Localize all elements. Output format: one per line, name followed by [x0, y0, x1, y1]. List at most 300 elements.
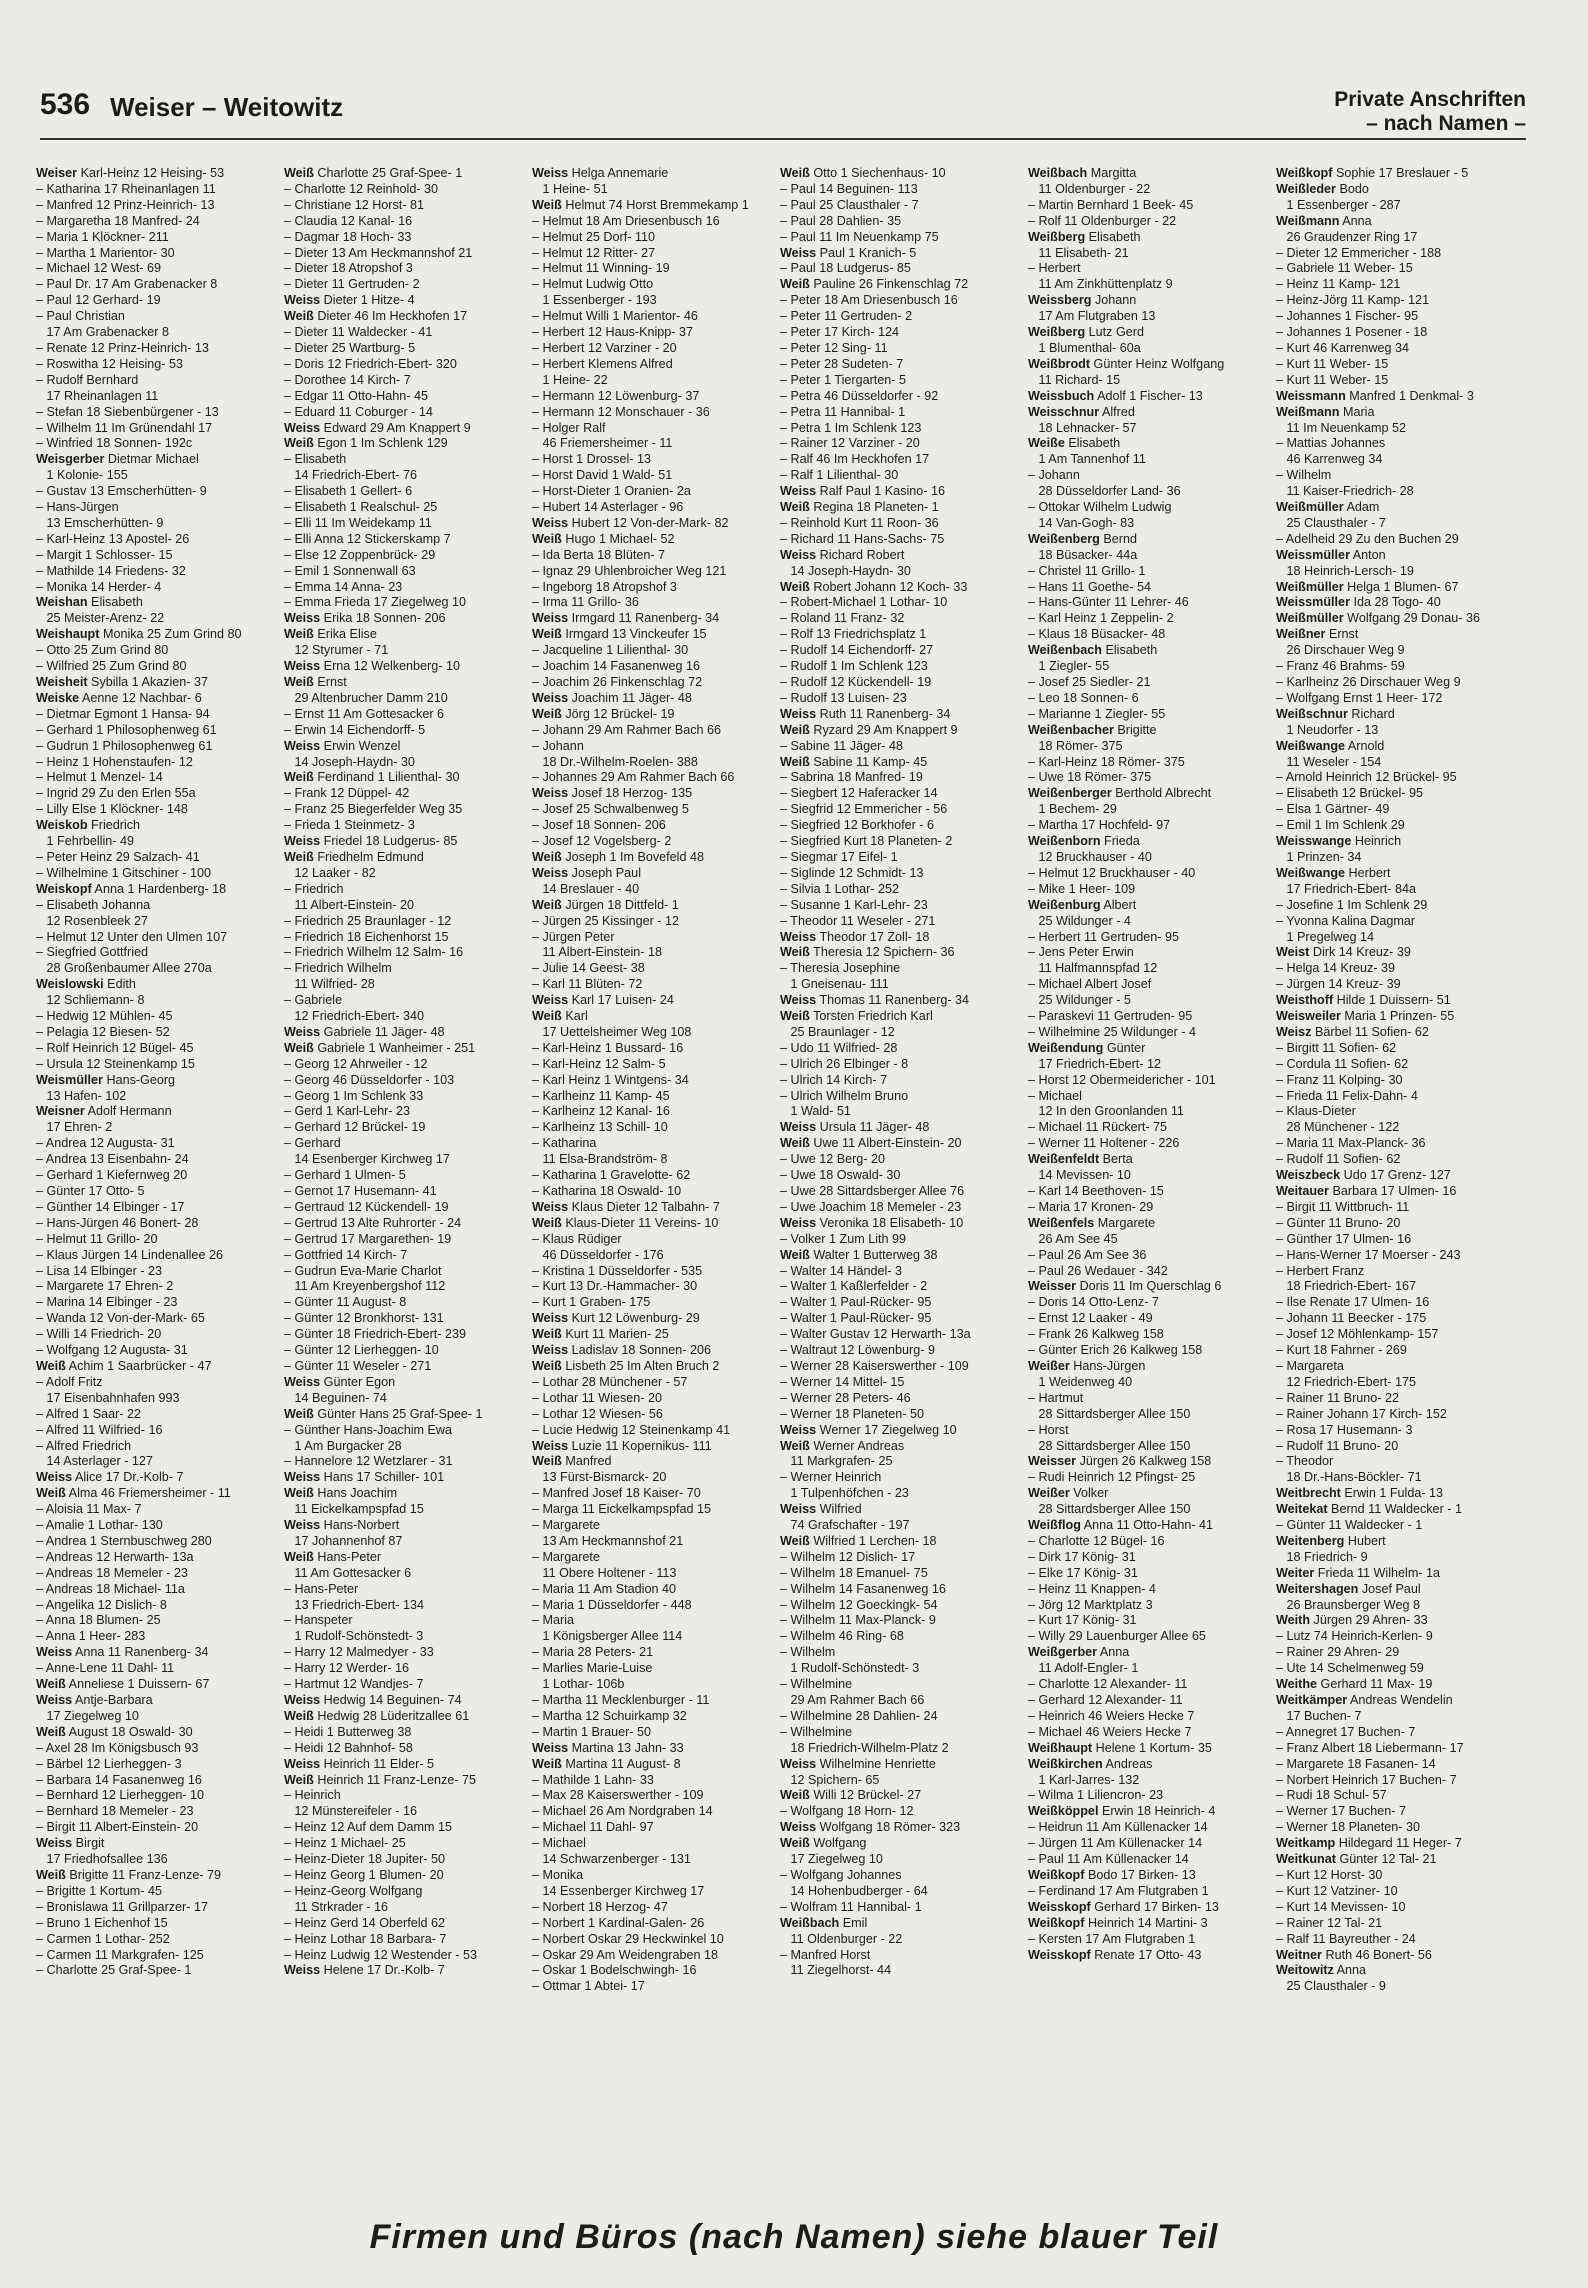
directory-entry: – Paul 26 Wedauer - 342 [1028, 1263, 1168, 1278]
directory-entry: – Theodor 11 Weseler - 271 [780, 913, 936, 928]
directory-entry: Weiss Hedwig 14 Beguinen- 74 [284, 1693, 462, 1707]
directory-entry: – Horst David 1 Wald- 51 [532, 468, 673, 483]
directory-entry: Weiß Helmut 74 Horst Bremmekamp 1 [532, 197, 749, 212]
directory-entry: 11 Eickelkampspfad 15 [284, 1502, 424, 1517]
directory-entry: – Christiane 12 Horst- 81 [284, 197, 424, 212]
directory-entry: Weißmann Maria [1276, 404, 1375, 419]
directory-entry: 11 Oldenburger - 22 [780, 1931, 903, 1946]
directory-entry: – Silvia 1 Lothar- 252 [780, 881, 900, 896]
directory-entry: Weisthoff Hilde 1 Duissern- 51 [1276, 993, 1451, 1008]
directory-entry: – Horst 1 Drossel- 13 [532, 452, 651, 467]
directory-entry: – Holger Ralf [532, 420, 606, 435]
directory-entry: Weissberg Johann [1028, 293, 1137, 308]
directory-entry: 13 Hafen- 102 [36, 1088, 127, 1103]
directory-entry: – Adelheid 29 Zu den Buchen 29 [1276, 531, 1459, 546]
directory-entry: Weiss Joseph Paul [532, 865, 641, 880]
directory-entry: Weiss Joachim 11 Jäger- 48 [532, 690, 692, 705]
directory-entry: Weisgerber Dietmar Michael [36, 452, 199, 467]
directory-entry: – Rainer 11 Bruno- 22 [1276, 1390, 1399, 1405]
directory-entry: 1 Wald- 51 [780, 1104, 851, 1119]
directory-entry: – Marlies Marie-Luise [532, 1661, 653, 1676]
directory-entry: – Hartmut 12 Wandjes- 7 [284, 1677, 424, 1692]
directory-entry: Weiss Theodor 17 Zoll- 18 [780, 929, 930, 944]
directory-entry: – Otto 25 Zum Grind 80 [36, 643, 169, 658]
directory-entry: – Uwe 12 Berg- 20 [780, 1152, 886, 1167]
directory-entry: – Dieter 12 Emmericher - 188 [1276, 245, 1442, 260]
directory-entry: – Gertrud 17 Margarethen- 19 [284, 1231, 452, 1246]
directory-entry: 18 Dr.-Hans-Böckler- 71 [1276, 1470, 1422, 1485]
directory-entry: – Jürgen 11 Am Küllenacker 14 [1028, 1836, 1203, 1851]
directory-entry: Weiser Karl-Heinz 12 Heising- 53 [36, 166, 225, 180]
directory-entry: – Paul 12 Gerhard- 19 [36, 293, 161, 308]
directory-entry: Weiss Alice 17 Dr.-Kolb- 7 [36, 1470, 184, 1485]
directory-entry: Weiss Ladislav 18 Sonnen- 206 [532, 1343, 712, 1358]
directory-entry: 11 Obere Holtener - 113 [532, 1565, 677, 1580]
directory-entry: Weiß Torsten Friedrich Karl [780, 1009, 933, 1024]
directory-entry: 17 Eisenbahnhafen 993 [36, 1390, 180, 1405]
directory-entry: 11 Albert-Einstein- 18 [532, 945, 662, 960]
directory-entry: 46 Düsseldorfer - 176 [532, 1247, 664, 1262]
directory-entry: – Norbert Heinrich 17 Buchen- 7 [1276, 1772, 1457, 1787]
directory-entry: – Helmut 11 Winning- 19 [532, 261, 670, 276]
directory-entry: – Winfried 18 Sonnen- 192c [36, 436, 193, 451]
directory-entry: 28 Großenbaumer Allee 270a [36, 961, 212, 976]
directory-entry: – Wilhelm 14 Fasanenweg 16 [780, 1581, 946, 1596]
directory-entry: – Rudolf 12 Kückendell- 19 [780, 675, 932, 689]
section-label-line2: – nach Namen – [1366, 112, 1526, 135]
directory-entry: – Wilhelmine 28 Dahlien- 24 [780, 1708, 938, 1723]
directory-entry: – Günther 17 Ulmen- 16 [1276, 1231, 1412, 1246]
directory-entry: – Kurt 12 Vatziner- 10 [1276, 1883, 1398, 1898]
directory-entry: – Dagmar 18 Hoch- 33 [284, 229, 412, 244]
directory-entry: – Kurt 12 Horst- 30 [1276, 1867, 1383, 1882]
directory-entry: 11 Strkrader - 16 [284, 1899, 389, 1914]
directory-entry: Weiskob Friedrich [36, 818, 141, 833]
directory-entry: Weißköppel Erwin 18 Heinrich- 4 [1028, 1804, 1216, 1819]
directory-entry: Weiß Brigitte 11 Franz-Lenze- 79 [36, 1867, 222, 1882]
directory-entry: – Wilhelmine 25 Wildunger - 4 [1028, 1024, 1196, 1039]
directory-entry: – Friedrich 18 Eichenhorst 15 [284, 929, 449, 944]
directory-entry: Weiß Werner Andreas [780, 1438, 905, 1453]
directory-entry: – Margarete [532, 1549, 600, 1564]
directory-entry: Weitkämper Andreas Wendelin [1276, 1693, 1453, 1707]
directory-entry: Weiss Luzie 11 Kopernikus- 111 [532, 1438, 712, 1453]
directory-entry: – Helga 14 Kreuz- 39 [1276, 961, 1396, 976]
directory-entry: – Mathilde 1 Lahn- 33 [532, 1772, 654, 1787]
directory-entry: – Gertraud 12 Kückendell- 19 [284, 1199, 449, 1214]
directory-entry: – Hartmut [1028, 1390, 1084, 1405]
directory-entry: 11 Ziegelhorst- 44 [780, 1963, 892, 1978]
directory-entry: 11 Elsa-Brandström- 8 [532, 1152, 668, 1167]
directory-entry: – Heidi 12 Bahnhof- 58 [284, 1740, 413, 1755]
directory-entry: – Kurt 1 Graben- 175 [532, 1295, 651, 1310]
directory-entry: 17 Uettelsheimer Weg 108 [532, 1024, 692, 1039]
directory-entry: Weishaupt Monika 25 Zum Grind 80 [36, 627, 242, 642]
directory-entry: – Johann 11 Beecker - 175 [1276, 1311, 1427, 1326]
directory-entry: – Gudrun 1 Philosophenweg 61 [36, 738, 213, 753]
directory-entry: 26 Graudenzer Ring 17 [1276, 229, 1418, 244]
directory-entry: Weisser Doris 11 Im Querschlag 6 [1028, 1279, 1222, 1294]
directory-entry: – Erwin 14 Eichendorff- 5 [284, 722, 426, 737]
directory-entry: Weishan Elisabeth [36, 595, 143, 610]
directory-entry: Weisschnur Alfred [1028, 404, 1135, 419]
directory-entry: Weiß Günter Hans 25 Graf-Spee- 1 [284, 1406, 483, 1421]
directory-entry: – Gottfried 14 Kirch- 7 [284, 1247, 408, 1262]
directory-entry: Weißleder Bodo [1276, 181, 1369, 196]
directory-entry: Weißner Ernst [1276, 627, 1359, 642]
directory-entry: – Günter 11 Weseler - 271 [284, 1358, 432, 1373]
directory-entry: – Willi 14 Friedrich- 20 [36, 1327, 162, 1342]
directory-entry: – Sabrina 18 Manfred- 19 [780, 770, 923, 785]
directory-entry: – Werner 28 Kaiserswerther - 109 [780, 1358, 969, 1373]
directory-entry: 1 Pregelweg 14 [1276, 929, 1375, 944]
directory-entry: Weiß Hedwig 28 Lüderitzallee 61 [284, 1708, 470, 1723]
directory-entry: – Kersten 17 Am Flutgraben 1 [1028, 1931, 1196, 1946]
directory-entry: 17 Buchen- 7 [1276, 1708, 1362, 1723]
directory-entry: – Günter 11 Bruno- 20 [1276, 1215, 1401, 1230]
directory-entry: 17 Johannenhof 87 [284, 1533, 403, 1548]
directory-entry: Weiß Anneliese 1 Duissern- 67 [36, 1677, 210, 1692]
directory-entry: Weiss Richard Robert [780, 547, 905, 562]
directory-entry: – Elsa 1 Gärtner- 49 [1276, 802, 1390, 817]
directory-entry: Weiß Theresia 12 Spichern- 36 [780, 945, 955, 960]
directory-entry: 13 Fürst-Bismarck- 20 [532, 1470, 667, 1485]
directory-entry: Weiss Helene 17 Dr.-Kolb- 7 [284, 1963, 445, 1978]
directory-entry: Weißwange Herbert [1276, 865, 1391, 880]
directory-entry: – Birgitt 11 Sofien- 62 [1276, 1040, 1397, 1055]
directory-entry: 11 Adolf-Engler- 1 [1028, 1661, 1139, 1676]
directory-entry: – Hans 11 Goethe- 54 [1028, 579, 1151, 594]
directory-entry: – Anne-Lene 11 Dahl- 11 [36, 1661, 175, 1676]
directory-entry: – Elli Anna 12 Stickerskamp 7 [284, 531, 451, 546]
directory-entry: – Helmut 11 Grillo- 20 [36, 1231, 158, 1246]
directory-entry: – Karl-Heinz 13 Apostel- 26 [36, 531, 190, 546]
directory-entry: – Paul Dr. 17 Am Grabenacker 8 [36, 277, 218, 292]
directory-entry: – Johann [532, 738, 584, 753]
directory-entry: – Alfred 11 Wilfried- 16 [36, 1422, 163, 1437]
directory-entry: Weissmüller Anton [1276, 547, 1386, 562]
directory-entry: – Marga 11 Eickelkampspfad 15 [532, 1502, 711, 1517]
directory-entry: – Klaus Jürgen 14 Lindenallee 26 [36, 1247, 223, 1262]
directory-entry: – Horst 12 Obermeidericher - 101 [1028, 1072, 1216, 1087]
directory-entry: – Ida Berta 18 Blüten- 7 [532, 547, 666, 562]
directory-entry: – Frank 12 Düppel- 42 [284, 786, 410, 801]
directory-entry: – Paul Christian [36, 309, 125, 324]
directory-entry: Weißenberger Berthold Albrecht [1028, 786, 1212, 801]
directory-entry: 14 Esenberger Kirchweg 17 [284, 1152, 450, 1167]
directory-entry: – Heinz 1 Hohenstaufen- 12 [36, 754, 193, 769]
directory-entry: Weiß Robert Johann 12 Koch- 33 [780, 579, 968, 594]
directory-entry: – Charlotte 25 Graf-Spee- 1 [36, 1963, 192, 1978]
directory-entry: – Andreas 18 Memeler - 23 [36, 1565, 188, 1580]
directory-entry: 14 Beguinen- 74 [284, 1390, 387, 1405]
directory-entry: – Michael [1028, 1088, 1082, 1103]
directory-entry: – Dietmar Egmont 1 Hansa- 94 [36, 706, 210, 721]
directory-entry: Weiss Erwin Wenzel [284, 738, 401, 753]
directory-entry: – Uwe 18 Römer- 375 [1028, 770, 1152, 785]
directory-entry: Weiss Gabriele 11 Jäger- 48 [284, 1024, 445, 1039]
directory-entry: – Jacqueline 1 Lilienthal- 30 [532, 643, 689, 658]
directory-entry: – Gerhard [284, 1136, 341, 1151]
directory-entry: 11 Albert-Einstein- 20 [284, 897, 414, 912]
directory-entry: Weiss Veronika 18 Elisabeth- 10 [780, 1215, 964, 1230]
directory-entry: – Margareta [1276, 1358, 1344, 1373]
directory-entry: – Rudolf 11 Sofien- 62 [1276, 1152, 1401, 1167]
directory-entry: – Herbert 12 Varziner - 20 [532, 340, 677, 355]
directory-entry: – Paul 18 Ludgerus- 85 [780, 261, 911, 276]
directory-entry: – Friedrich Wilhelm [284, 961, 392, 976]
directory-entry: – Paul 11 Im Neuenkamp 75 [780, 229, 939, 244]
directory-entry: – Andreas 12 Herwarth- 13a [36, 1549, 194, 1564]
directory-entry: – Elke 17 König- 31 [1028, 1565, 1138, 1580]
directory-entry: Weißenburg Albert [1028, 897, 1137, 912]
directory-entry: – Michael Albert Josef [1028, 977, 1152, 992]
directory-entry: – Leo 18 Sonnen- 6 [1028, 690, 1139, 705]
directory-entry: – Helmut 12 Ritter- 27 [532, 245, 656, 260]
directory-entry: – Anna 18 Blumen- 25 [36, 1613, 161, 1628]
directory-entry: Weissmüller Ida 28 Togo- 40 [1276, 595, 1441, 610]
directory-entry: – Johann 29 Am Rahmer Bach 66 [532, 722, 722, 737]
directory-entry: Weiss Anna 11 Ranenberg- 34 [36, 1645, 209, 1660]
directory-entry: – Heinz Lothar 18 Barbara- 7 [284, 1931, 447, 1946]
directory-entry: – Volker 1 Zum Lith 99 [780, 1231, 907, 1246]
directory-entry: 1 Blumenthal- 60a [1028, 340, 1141, 355]
directory-entry: 28 Sittardsberger Allee 150 [1028, 1502, 1191, 1517]
directory-entry: Weiß Gabriele 1 Wanheimer - 251 [284, 1040, 476, 1055]
directory-entry: 17 Friedhofsallee 136 [36, 1852, 168, 1867]
directory-entry: Weißkopf Bodo 17 Birken- 13 [1028, 1867, 1196, 1882]
directory-entry: Weiß Egon 1 Im Schlenk 129 [284, 436, 448, 451]
directory-entry: 1 Essenberger - 193 [532, 293, 657, 308]
directory-entry: – Günther 14 Elbinger - 17 [36, 1199, 185, 1214]
directory-entry: Weißbach Emil [780, 1915, 868, 1930]
directory-entry: – Carmen 11 Markgrafen- 125 [36, 1947, 204, 1962]
directory-entry: 1 Essenberger - 287 [1276, 197, 1401, 212]
directory-entry: – Helmut 1 Menzel- 14 [36, 770, 163, 785]
directory-entry: Weiß Hans-Peter [284, 1549, 382, 1564]
directory-entry: – Maria 28 Peters- 21 [532, 1645, 654, 1660]
directory-entry: – Siegbert 12 Haferacker 14 [780, 786, 938, 801]
directory-entry: – Margarete [532, 1518, 600, 1533]
directory-entry: Weiss Günter Egon [284, 1374, 396, 1389]
directory-entry: – Jürgen 14 Kreuz- 39 [1276, 977, 1401, 992]
directory-entry: Weiß Regina 18 Planeten- 1 [780, 500, 939, 515]
directory-entry: 14 Joseph-Haydn- 30 [780, 563, 911, 578]
directory-entry: 1 Am Burgacker 28 [284, 1438, 402, 1453]
directory-entry: Weiskopf Anna 1 Hardenberg- 18 [36, 881, 227, 896]
directory-entry: Weiszbeck Udo 17 Grenz- 127 [1276, 1168, 1451, 1183]
directory-entry: 11 Markgrafen- 25 [780, 1454, 893, 1469]
directory-entry: 1 Prinzen- 34 [1276, 849, 1362, 864]
directory-entry: – Margaretha 18 Manfred- 24 [36, 213, 200, 228]
directory-entry: Weiß Charlotte 25 Graf-Spee- 1 [284, 166, 463, 180]
directory-entry: 29 Altenbrucher Damm 210 [284, 690, 448, 705]
directory-entry: – Gerd 1 Karl-Lehr- 23 [284, 1104, 410, 1119]
directory-entry: – Barbara 14 Fasanenweg 16 [36, 1772, 202, 1787]
section-label [1334, 88, 1526, 136]
header-rule [40, 138, 1526, 140]
directory-entry: – Waltraut 12 Löwenburg- 9 [780, 1343, 935, 1358]
directory-entry: 12 Schliemann- 8 [36, 993, 145, 1008]
directory-entry: – Helmut Willi 1 Marientor- 46 [532, 309, 698, 324]
directory-entry: Weiss Hans 17 Schiller- 101 [284, 1470, 445, 1485]
directory-entry: 14 Hohenbudberger - 64 [780, 1883, 928, 1898]
directory-entry: – Friedrich [284, 881, 344, 896]
directory-entry: – Annegret 17 Buchen- 7 [1276, 1724, 1416, 1739]
directory-entry: – Kurt 11 Weber- 15 [1276, 372, 1389, 387]
directory-entry: – Rudolf 13 Luisen- 23 [780, 690, 907, 705]
directory-entry: 11 Im Neuenkamp 52 [1276, 420, 1406, 435]
page-number: 536 [40, 88, 91, 121]
directory-entry: Weithe Gerhard 11 Max- 19 [1276, 1677, 1433, 1692]
directory-entry: – Manfred 12 Prinz-Heinrich- 13 [36, 197, 215, 212]
directory-entry: – Rudi Heinrich 12 Pfingst- 25 [1028, 1470, 1196, 1485]
directory-entry: – Max 28 Kaiserswerther - 109 [532, 1788, 704, 1803]
directory-entry: – Helmut 18 Am Driesenbusch 16 [532, 213, 720, 228]
directory-entry: – Karl Heinz 1 Zeppelin- 2 [1028, 611, 1174, 626]
directory-entry: Weitenberg Hubert [1276, 1533, 1386, 1548]
directory-entry: Weisner Adolf Hermann [36, 1104, 172, 1119]
directory-entry: Weiss Martina 13 Jahn- 33 [532, 1740, 684, 1755]
directory-entry: 14 Schwarzenberger - 131 [532, 1852, 691, 1867]
directory-entry: – Peter 12 Sing- 11 [780, 340, 888, 355]
directory-entry: – Michael 11 Dahl- 97 [532, 1820, 654, 1835]
directory-entry: – Margarete 17 Ehren- 2 [36, 1279, 174, 1294]
directory-entry: 12 Rosenbleek 27 [36, 913, 149, 928]
directory-entry: – Roland 11 Franz- 32 [780, 611, 905, 626]
directory-entry: – Friedrich Wilhelm 12 Salm- 16 [284, 945, 464, 960]
directory-entry: – Josefine 1 Im Schlenk 29 [1276, 897, 1428, 912]
directory-entry: – Helmut 12 Unter den Ulmen 107 [36, 929, 228, 944]
directory-entry: 1 Rudolf-Schönstedt- 3 [284, 1629, 424, 1644]
directory-entry: – Emma 14 Anna- 23 [284, 579, 403, 594]
directory-entry: – Wolfram 11 Hannibal- 1 [780, 1899, 922, 1914]
directory-entry: – Dieter 11 Waldecker - 41 [284, 325, 433, 340]
directory-entry: Weisser Jürgen 26 Kalkweg 158 [1028, 1454, 1212, 1469]
directory-entry: Weiss Wilfried [780, 1502, 862, 1517]
directory-entry: – Wolfgang Johannes [780, 1867, 902, 1882]
directory-entry: 11 Elisabeth- 21 [1028, 245, 1129, 260]
directory-entry: – Rolf Heinrich 12 Bügel- 45 [36, 1040, 194, 1055]
directory-entry: – Rudolf Bernhard [36, 372, 139, 387]
directory-entry: 1 Fehrbellin- 49 [36, 834, 135, 849]
directory-entry: Weiß Erika Elise [284, 627, 377, 642]
directory-entry: 1 Bechem- 29 [1028, 802, 1117, 817]
directory-entry: – Gerhard 1 Philosophenweg 61 [36, 722, 217, 737]
directory-entry: – Elisabeth 1 Realschul- 25 [284, 500, 438, 515]
directory-entry: Weiß Kurt 11 Marien- 25 [532, 1327, 669, 1342]
directory-entry: Weiss Kurt 12 Löwenburg- 29 [532, 1311, 700, 1326]
directory-entry: – Yvonna Kalina Dagmar [1276, 913, 1416, 928]
directory-entry: – Ilse Renate 17 Ulmen- 16 [1276, 1295, 1430, 1310]
directory-entry: – Siegfrid 12 Emmericher - 56 [780, 802, 948, 817]
directory-entry: – Elisabeth 1 Gellert- 6 [284, 484, 413, 499]
directory-entry: – Harry 12 Malmedyer - 33 [284, 1645, 434, 1660]
directory-entry: 11 Richard- 15 [1028, 372, 1121, 387]
directory-entry: Weiß Martina 11 August- 8 [532, 1756, 681, 1771]
directory-entry: Weißwange Arnold [1276, 738, 1385, 753]
directory-entry: – Wanda 12 Von-der-Mark- 65 [36, 1311, 205, 1326]
directory-entry: – Jürgen 25 Kissinger - 12 [532, 913, 680, 928]
directory-entry: – Wilhelmine [780, 1724, 853, 1739]
directory-entry: – Maria 17 Kronen- 29 [1028, 1199, 1154, 1214]
directory-entry: 13 Am Heckmannshof 21 [532, 1533, 684, 1548]
directory-entry: – Marianne 1 Ziegler- 55 [1028, 706, 1166, 721]
directory-entry: – Doris 12 Friedrich-Ebert- 320 [284, 356, 457, 371]
directory-entry: Weißendung Günter [1028, 1040, 1146, 1055]
directory-entry: – Martha 1 Marientor- 30 [36, 245, 175, 260]
directory-entry: – Ralf 46 Im Heckhofen 17 [780, 452, 930, 467]
directory-entry: – Gabriele 11 Weber- 15 [1276, 261, 1413, 276]
directory-entry: – Peter 28 Sudeten- 7 [780, 356, 904, 371]
directory-entry: – Kurt 46 Karrenweg 34 [1276, 340, 1410, 355]
directory-entry: – Dieter 18 Atropshof 3 [284, 261, 413, 276]
directory-entry: Weiss Friedel 18 Ludgerus- 85 [284, 834, 458, 849]
directory-entry: Weißkirchen Andreas [1028, 1756, 1153, 1771]
directory-entry: – Monika [532, 1867, 584, 1882]
directory-entry: – Dieter 25 Wartburg- 5 [284, 340, 416, 355]
directory-entry: – Josef 12 Möhlenkamp- 157 [1276, 1327, 1439, 1342]
directory-entry: – Brigitte 1 Kortum- 45 [36, 1883, 162, 1898]
directory-entry: – Heinz-Dieter 18 Jupiter- 50 [284, 1852, 445, 1867]
directory-entry: Weiß August 18 Oswald- 30 [36, 1724, 193, 1739]
directory-entry: Weiss Karl 17 Luisen- 24 [532, 993, 674, 1008]
directory-entry: – Martin 1 Brauer- 50 [532, 1724, 651, 1739]
directory-entry: Weislowski Edith [36, 977, 136, 992]
directory-entry: – Elisabeth Johanna [36, 897, 151, 912]
directory-entry: 1 Königsberger Allee 114 [532, 1629, 683, 1644]
directory-entry: – Kurt 14 Mevissen- 10 [1276, 1899, 1406, 1914]
directory-entry: 25 Clausthaler - 9 [1276, 1979, 1386, 1994]
directory-entry: 18 Büsacker- 44a [1028, 547, 1138, 562]
directory-entry: Weiß Dieter 46 Im Heckhofen 17 [284, 309, 468, 324]
directory-entry: – Wolfgang 12 Augusta- 31 [36, 1343, 188, 1358]
directory-entry: Weißer Volker [1028, 1486, 1109, 1501]
directory-entry: – Katharina 18 Oswald- 10 [532, 1184, 682, 1198]
directory-entry: – Kurt 13 Dr.-Hammacher- 30 [532, 1279, 698, 1294]
directory-entry: – Wilhelm [780, 1645, 836, 1660]
directory-entry: 25 Meister-Arenz- 22 [36, 611, 165, 626]
directory-entry: Weißenfeldt Berta [1028, 1152, 1133, 1167]
directory-entry: – Rainer Johann 17 Kirch- 152 [1276, 1406, 1447, 1421]
directory-entry: 17 Ziegelweg 10 [36, 1708, 139, 1723]
directory-entry: 1 Tulpenhöfchen - 23 [780, 1486, 909, 1501]
directory-entry: 18 Römer- 375 [1028, 738, 1123, 753]
directory-entry: – Frieda 1 Steinmetz- 3 [284, 818, 415, 833]
directory-entry: – Alfred 1 Saar- 22 [36, 1406, 142, 1421]
directory-entry: 11 Wilfried- 28 [284, 977, 375, 992]
directory-entry: – Bronislawa 11 Grillparzer- 17 [36, 1899, 208, 1914]
directory-entry: Weiß Friedhelm Edmund [284, 849, 424, 864]
directory-entry: – Heinz 1 Michael- 25 [284, 1836, 406, 1851]
directory-entry: Weißer Hans-Jürgen [1028, 1358, 1146, 1373]
directory-entry: – Julie 14 Geest- 38 [532, 961, 645, 976]
directory-entry: – Lisa 14 Elbinger - 23 [36, 1263, 163, 1278]
directory-entry: 46 Karrenweg 34 [1276, 452, 1383, 467]
directory-entry: Weiss Paul 1 Kranich- 5 [780, 245, 917, 260]
directory-entry: – Hans-Peter [284, 1581, 359, 1596]
directory-entry: Weiß Heinrich 11 Franz-Lenze- 75 [284, 1772, 477, 1787]
directory-entry: – Ottmar 1 Abtei- 17 [532, 1979, 645, 1994]
directory-entry: – Herbert 11 Gertruden- 95 [1028, 929, 1179, 944]
directory-entry: – Hans-Günter 11 Lehrer- 46 [1028, 595, 1189, 610]
directory-entry: – Dirk 17 König- 31 [1028, 1549, 1136, 1564]
directory-columns [36, 166, 1528, 2166]
directory-entry: – Günter 17 Otto- 5 [36, 1184, 145, 1198]
directory-entry: – Theodor [1276, 1454, 1334, 1469]
directory-entry: Weisweiler Maria 1 Prinzen- 55 [1276, 1009, 1455, 1024]
directory-entry: – Karl-Heinz 18 Römer- 375 [1028, 754, 1185, 769]
